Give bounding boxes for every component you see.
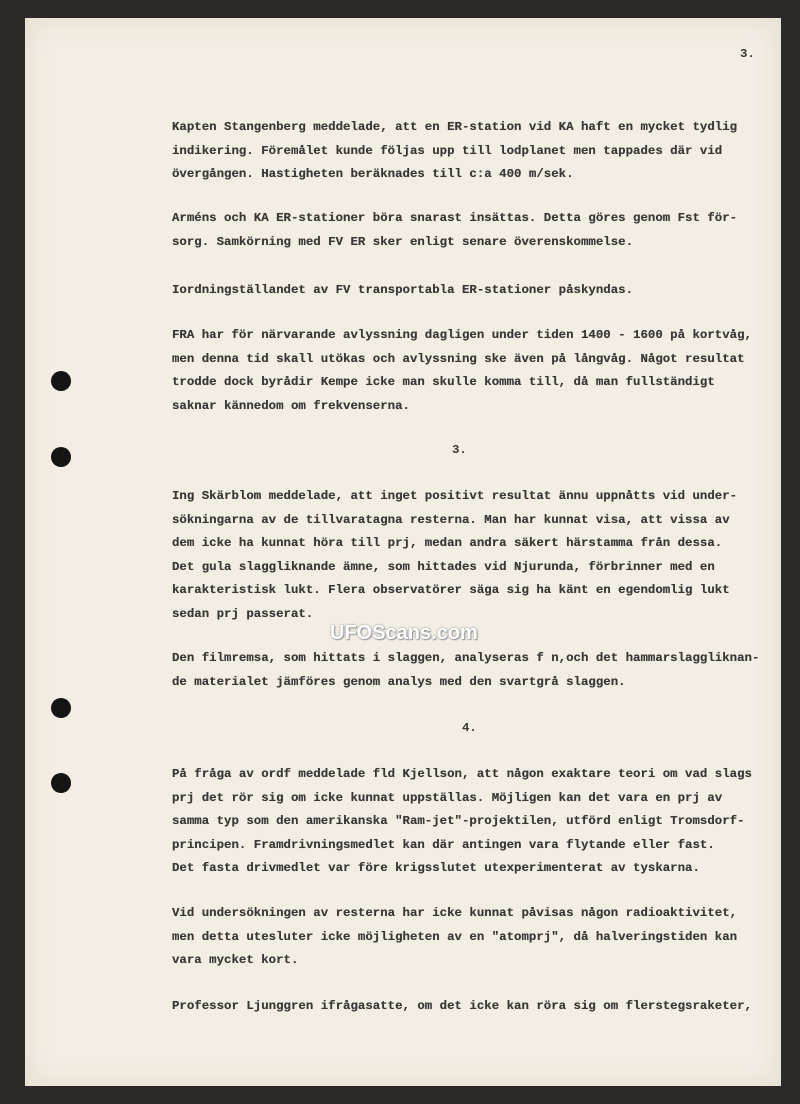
text-line: men denna tid skall utökas och avlyssning ske även på långvåg. Något resultat: [172, 351, 745, 366]
section-number-3: 3.: [452, 443, 467, 457]
text-line: Arméns och KA ER-stationer böra snarast insättas. Detta göres genom Fst för-: [172, 211, 738, 225]
paragraph: [172, 763, 752, 881]
text-line: Den filmremsa, som hittats i slaggen, analyseras f n,och det hammarslaggliknan-: [172, 651, 760, 665]
text-line: indikering. Föremålet kunde följas upp till lodplanet men tappades där vid: [172, 143, 723, 158]
text-line: Det gula slaggliknande ämne, som hittades vid Njurunda, förbrinner med en: [172, 559, 715, 574]
paragraph: [172, 279, 633, 303]
text-line: sökningarna av de tillvaratagna resterna. Man har kunnat visa, att vissa av: [172, 512, 730, 527]
text-line: de materialet jämföres genom analys med den svartgrå slaggen.: [172, 674, 626, 689]
text-line: saknar kännedom om frekvenserna.: [172, 398, 410, 413]
text-line: karakteristisk lukt. Flera observatörer säga sig ha känt en egendomlig lukt: [172, 583, 730, 597]
punch-hole: [51, 371, 71, 391]
paragraph: [172, 207, 737, 254]
text-line: sedan prj passerat.: [172, 606, 314, 621]
page-number: 3.: [740, 47, 755, 61]
text-line: Vid undersökningen av resterna har icke kunnat påvisas någon radioaktivitet,: [172, 906, 738, 920]
paragraph: [172, 647, 759, 694]
paragraph: [172, 485, 737, 626]
paragraph: [172, 995, 752, 1019]
text-line: men detta utesluter icke möjligheten av en "atomprj", då halveringstiden kan: [172, 929, 738, 944]
punch-hole: [51, 698, 71, 718]
text-line: Kapten Stangenberg meddelade, att en ER-station vid KA haft en mycket tydlig: [172, 120, 738, 134]
punch-hole: [51, 447, 71, 467]
text-line: trodde dock byrådir Kempe icke man skulle komma till, då man fullständigt: [172, 375, 715, 389]
paragraph: [172, 902, 737, 973]
text-line: prj det rör sig om icke kunnat uppställas. Möjligen kan det vara en prj av: [172, 790, 723, 805]
paragraph: [172, 116, 737, 187]
text-line: Ing Skärblom meddelade, att inget positivt resultat ännu uppnåtts vid under-: [172, 489, 738, 503]
text-line: Professor Ljunggren ifrågasatte, om det icke kan röra sig om flerstegsraketer,: [172, 999, 752, 1013]
text-line: dem icke ha kunnat höra till prj, medan andra säkert härstamma från dessa.: [172, 536, 723, 550]
paragraph: [172, 324, 752, 418]
text-line: Iordningställandet av FV transportabla ER-stationer påskyndas.: [172, 283, 634, 297]
text-line: På fråga av ordf meddelade fld Kjellson, att någon exaktare teori om vad slags: [172, 767, 752, 781]
text-line: Det fasta drivmedlet var före krigsslutet utexperimenterat av tyskarna.: [172, 861, 700, 875]
text-line: principen. Framdrivningsmedlet kan där antingen vara flytande eller fast.: [172, 837, 715, 852]
text-line: sorg. Samkörning med FV ER sker enligt senare överenskommelse.: [172, 234, 634, 249]
text-line: vara mycket kort.: [172, 953, 299, 967]
punch-hole: [51, 773, 71, 793]
section-number-4: 4.: [462, 721, 477, 735]
text-line: övergången. Hastigheten beräknades till c:a 400 m/sek.: [172, 167, 574, 181]
text-line: samma typ som den amerikanska "Ram-jet"-projektilen, utförd enligt Tromsdorf-: [172, 814, 745, 828]
watermark: UFOScans.com: [330, 622, 478, 644]
text-line: FRA har för närvarande avlyssning dagligen under tiden 1400 - 1600 på kortvåg,: [172, 328, 752, 342]
